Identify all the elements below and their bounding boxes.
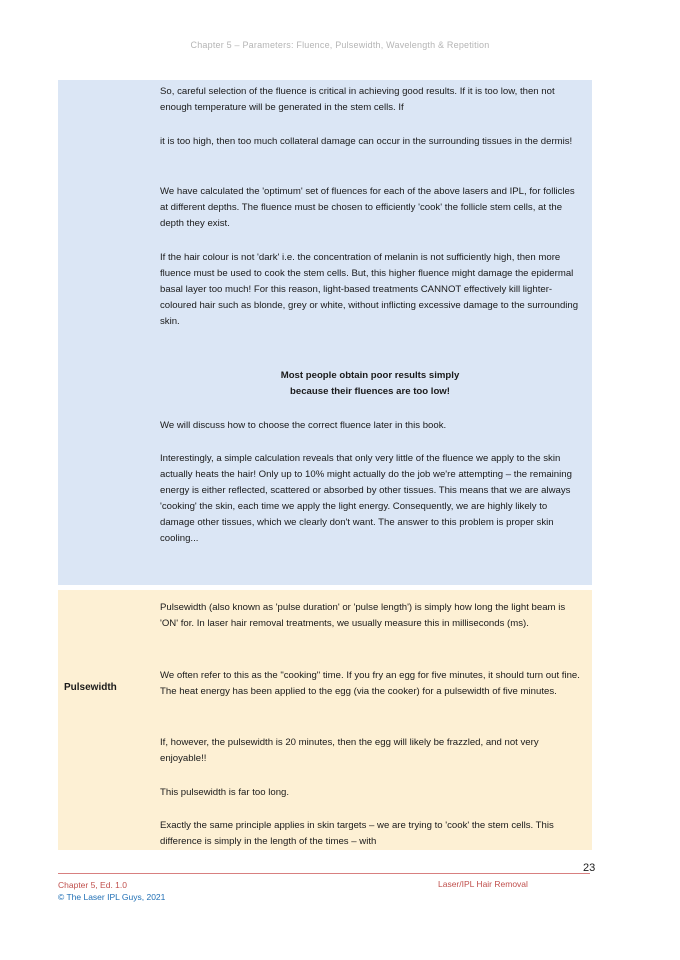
footer-divider — [58, 873, 590, 874]
pulsewidth-para-4: This pulsewidth is far too long. — [160, 787, 290, 798]
pulsewidth-para-1: Pulsewidth (also known as 'pulse duration' or 'pulse length') is simply how long the light beam is 'ON' for. In laser hair removal treatments, we usually measure this in milliseconds (ms). — [160, 602, 566, 629]
emphasis-line-1: Most people obtain poor results simply — [280, 370, 460, 381]
fluence-para-3: We have calculated the 'optimum' set of fluences for each of the above lasers and IPL, for follicles at different depths. The fluence must be chosen to efficiently 'cook' the follicle stem cells, at the depth they exist. — [160, 186, 575, 229]
footer-chapter: Chapter 5, Ed. 1.0 — [58, 880, 127, 890]
fluence-para-5: We will discuss how to choose the correct fluence later in this book. — [160, 420, 447, 431]
fluence-para-2: it is too high, then too much collateral damage can occur in the surrounding tissues in the dermis! — [160, 136, 573, 147]
pulsewidth-label: Pulsewidth — [64, 682, 117, 693]
footer-book-title: Laser/IPL Hair Removal — [438, 879, 528, 889]
emphasis-line-2: because their fluences are too low! — [290, 386, 450, 397]
footer-copyright: © The Laser IPL Guys, 2021 — [58, 892, 166, 902]
footer-left — [58, 879, 165, 903]
fluence-para-6: Interestingly, a simple calculation reveals that only very little of the fluence we apply to the skin actually heats the hair! Only up to 10% might actually do the job we're attempting – the remaining energy is either reflected, scattered or absorbed by other tissues. This means that we are always 'cooking' the skin, each time we apply the light energy. Consequently, we are highly likely to damage other tissues, which we clearly don't want. The answer to this problem is proper skin cooling... — [160, 453, 572, 544]
pulsewidth-para-5: Exactly the same principle applies in skin targets – we are trying to 'cook' the stem cells. This difference is simply in the length of the times – with — [160, 820, 554, 847]
fluence-para-4: If the hair colour is not 'dark' i.e. the concentration of melanin is not sufficiently high, then more fluence must be used to cook the stem cells. But, this higher fluence might damage the epidermal basal layer too much! For this reason, light-based treatments CANNOT effectively kill lighter-coloured hair such as blonde, grey or white, without inflicting excessive damage to the surrounding skin. — [160, 252, 579, 327]
running-header: Chapter 5 – Parameters: Fluence, Pulsewidth, Wavelength & Repetition — [190, 40, 490, 50]
fluence-para-1: So, careful selection of the fluence is critical in achieving good results. If it is too low, then not enough temperature will be generated in the stem cells. If — [160, 86, 555, 113]
pulsewidth-para-2: We often refer to this as the "cooking" time. If you fry an egg for five minutes, it should turn out fine. The heat energy has been applied to the egg (via the cooker) for a pulsewidth of five minutes. — [160, 670, 580, 697]
page-number: 23 — [583, 862, 596, 874]
pulsewidth-para-3: If, however, the pulsewidth is 20 minutes, then the egg will likely be frazzled, and not very enjoyable!! — [160, 737, 539, 764]
